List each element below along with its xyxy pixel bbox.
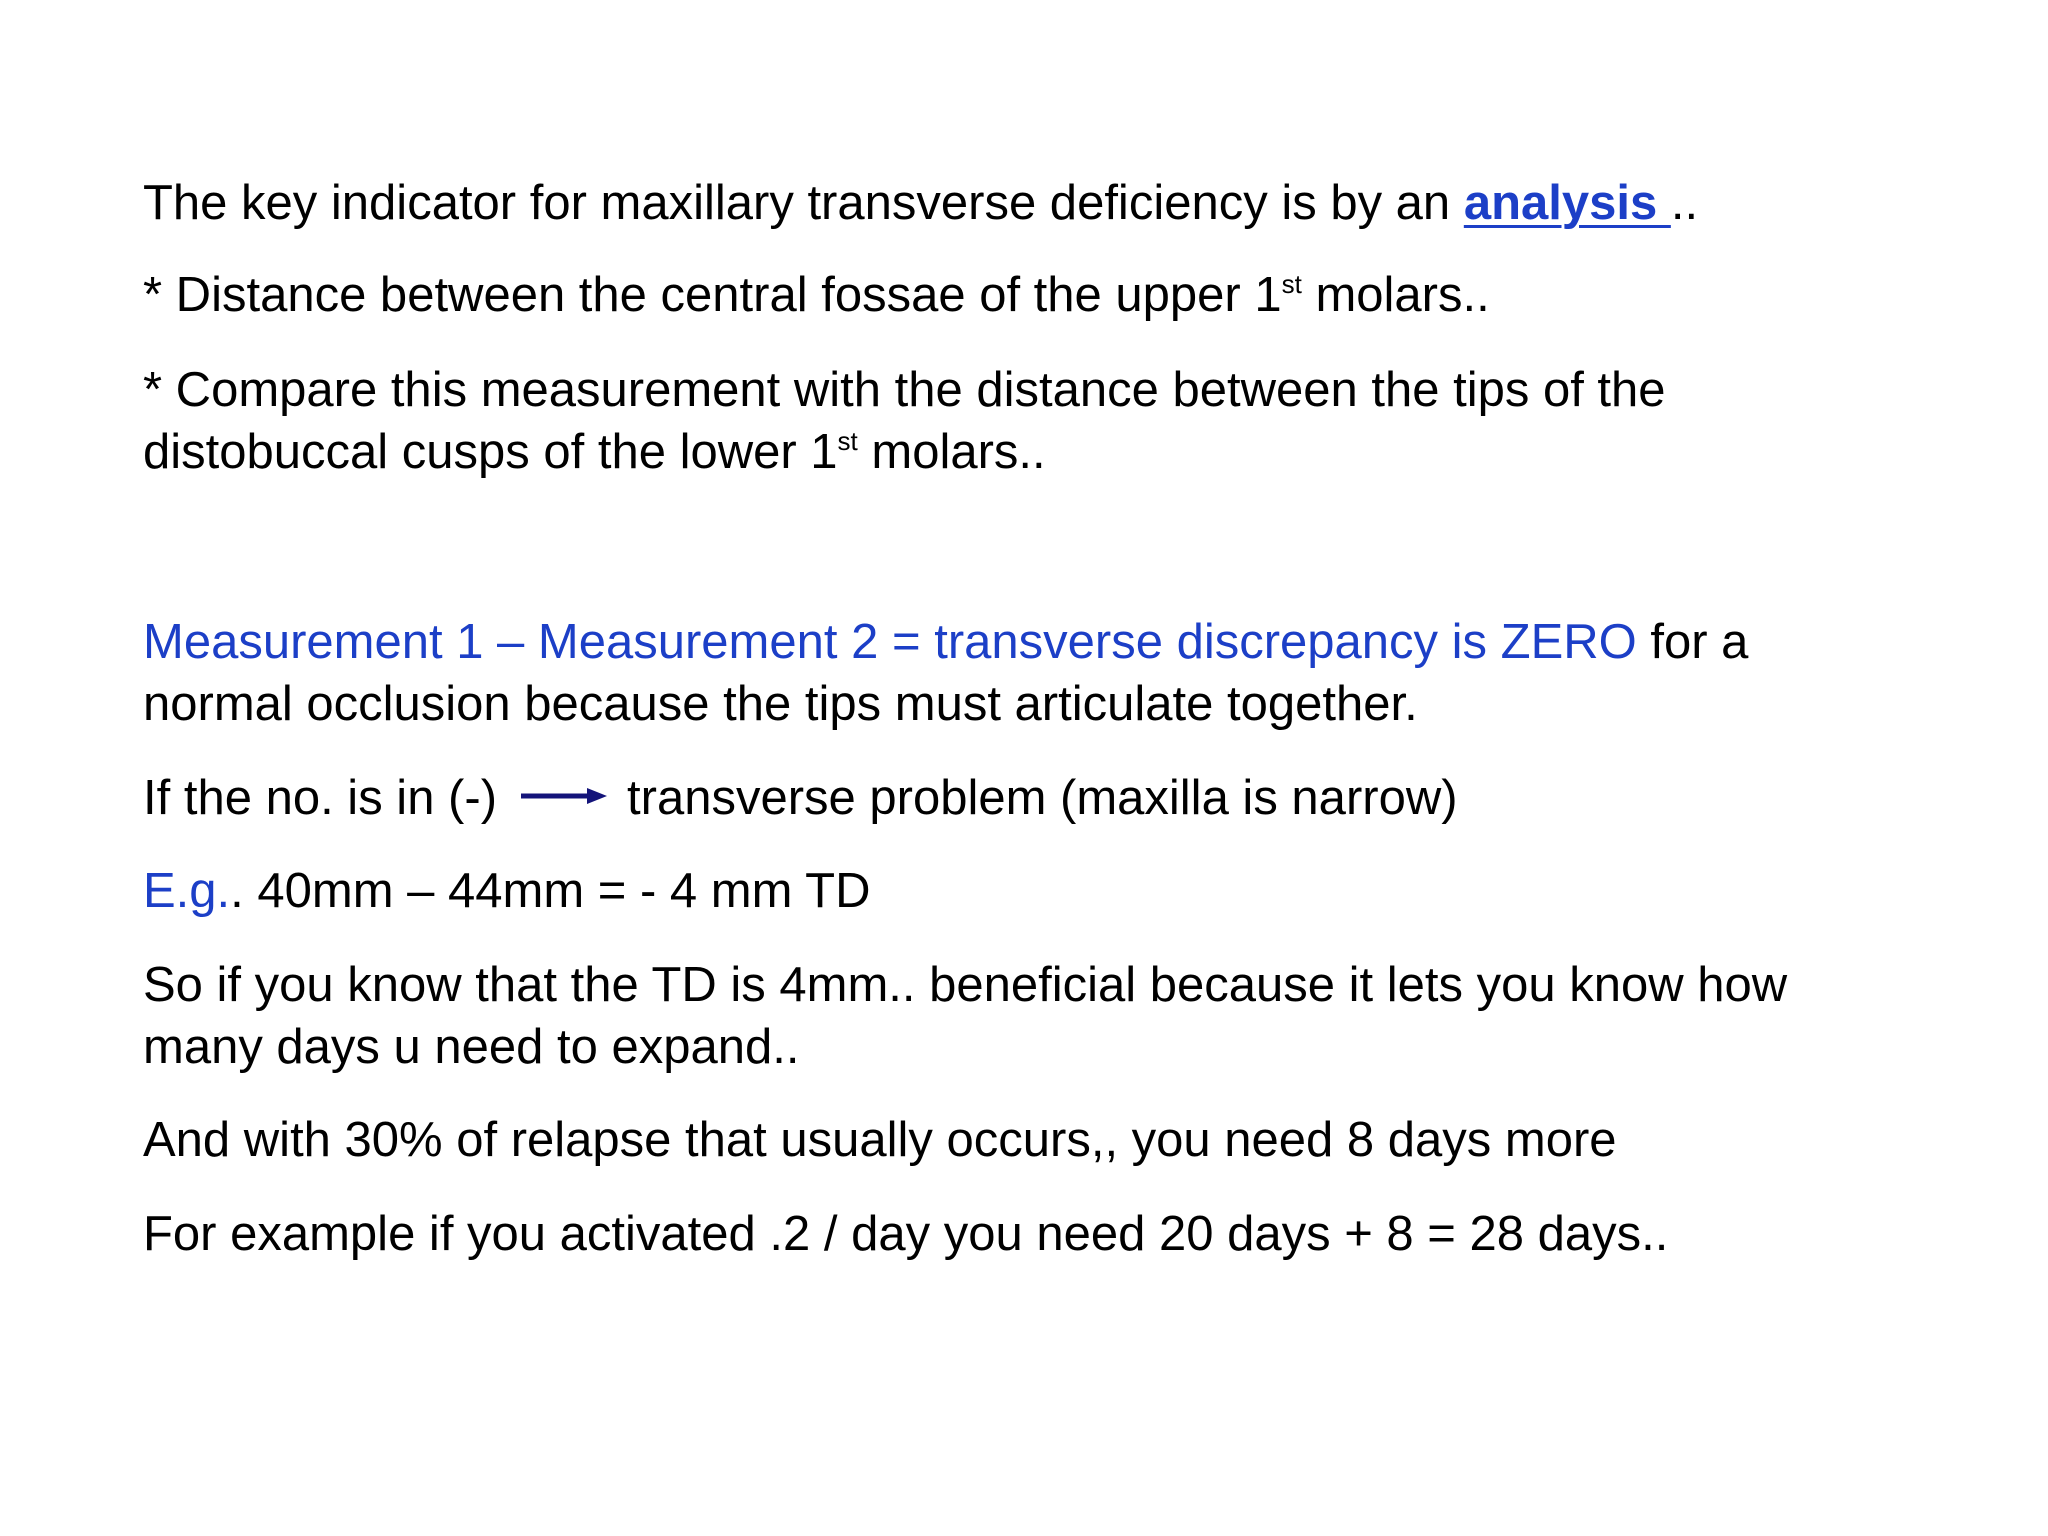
transverse-problem-text: transverse problem (maxilla is narrow): [627, 771, 1458, 825]
paragraph-td-line-1: [143, 954, 1787, 1016]
paragraph-compare-line-2: [143, 421, 1046, 483]
compare-text-line-1: * Compare this measurement with the distance between the tips of the: [143, 363, 1666, 417]
paragraph-negative-number: [143, 767, 1458, 829]
analysis-link[interactable]: analysis: [1463, 176, 1671, 230]
key-indicator-text: The key indicator for maxillary transverse deficiency is by an: [143, 176, 1464, 230]
paragraph-example: [143, 860, 870, 922]
ordinal-superscript: st: [837, 426, 858, 456]
td-text-line-1: So if you know that the TD is 4mm.. beneficial because it lets you know how: [143, 958, 1788, 1012]
paragraph-relapse: [143, 1109, 1617, 1171]
paragraph-activation-example: [143, 1203, 1668, 1265]
td-text-line-2: many days u need to expand..: [143, 1020, 800, 1074]
distance-upper-text: * Distance between the central fossae of the upper 1: [143, 268, 1282, 322]
example-label: E.g.: [143, 864, 231, 918]
distance-upper-suffix: molars..: [1301, 268, 1490, 322]
example-calculation: . 40mm – 44mm = - 4 mm TD: [230, 864, 871, 918]
ordinal-superscript: st: [1281, 269, 1302, 299]
paragraph-td-line-2: [143, 1016, 800, 1078]
paragraph-distance-upper: [143, 264, 1490, 326]
paragraph-measurement-line-1: [143, 611, 1748, 673]
paragraph-compare-line-1: [143, 359, 1666, 421]
paragraph-key-indicator: [143, 172, 1698, 234]
right-arrow-icon: [521, 784, 607, 808]
measurement-formula: Measurement 1 – Measurement 2 = transverse discrepancy is ZERO: [143, 615, 1637, 669]
measurement-line-2: normal occlusion because the tips must articulate together.: [143, 677, 1418, 731]
paragraph-measurement-line-2: [143, 673, 1418, 735]
compare-text-line-2: distobuccal cusps of the lower 1: [143, 425, 838, 479]
relapse-text: And with 30% of relapse that usually occurs,, you need 8 days more: [143, 1113, 1617, 1167]
negative-condition: If the no. is in (-): [143, 771, 498, 825]
measurement-tail: for a: [1636, 615, 1749, 669]
key-indicator-suffix: ..: [1670, 176, 1699, 230]
activation-text: For example if you activated .2 / day you need 20 days + 8 = 28 days..: [143, 1207, 1669, 1261]
compare-suffix: molars..: [857, 425, 1046, 479]
